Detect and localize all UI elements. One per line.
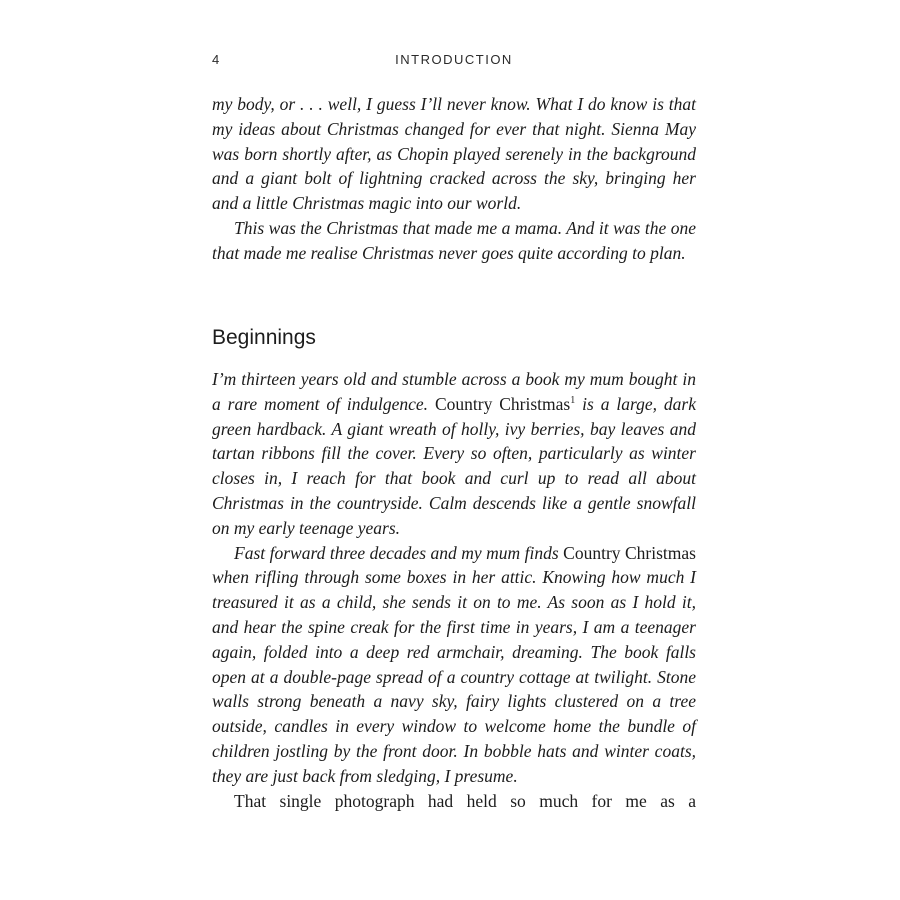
paragraph: [212, 367, 696, 541]
paragraph: That single photograph had held so much for me as a: [234, 790, 696, 811]
paragraph: [212, 541, 696, 789]
running-title: INTRODUCTION: [395, 52, 513, 67]
page-number: 4: [212, 52, 220, 67]
paragraph-text: Fast forward three decades and my mum finds: [234, 542, 564, 563]
opening-text: [212, 92, 696, 266]
paragraph-text: is a large, dark green hardback. A giant wreath of holly, ivy berries, bay leaves and tartan ribbons fill the cover. Every so often, particularly as winter closes in, I reach for that book and curl up to read all about Christmas in the countryside. Calm descends like a gentle snowfall on my early teenage years.: [212, 393, 696, 538]
footnote-marker[interactable]: 1: [570, 394, 576, 406]
paragraph: my body, or . . . well, I guess I’ll never know. What I do know is that my ideas about Christmas changed for ever that night. Sienna May was born shortly after, as Chopin played serenely in the background and a giant bolt of lightning cracked across the sky, bringing her and a little Christmas magic into our world.: [212, 94, 696, 214]
book-title: Country Christmas: [434, 393, 571, 414]
paragraph-text: when rifling through some boxes in her attic. Knowing how much I treasured it as a child, she sends it on to me. As soon as I hold it, and hear the spine creak for the first time in years, I am a teenager again, folded into a deep red armchair, dreaming. The book falls open at a double-page spread of a country cottage at twilight. Stone walls strong beneath a navy sky, fairy lights clustered on a tree outside, candles in every window to welcome home the bundle of children jostling by the front door. In bobble hats and winter coats, they are just back from sledging, I presume.: [212, 567, 696, 786]
section-heading: Beginnings: [212, 326, 316, 349]
section-text: [212, 367, 696, 813]
paragraph-text: I’m thirteen years old and stumble across a book my mum bought in a rare moment of indulgence.: [212, 369, 696, 414]
running-head: [212, 52, 696, 72]
paragraph: This was the Christmas that made me a mama. And it was the one that made me realise Christmas never goes quite according to plan.: [212, 217, 696, 263]
book-title: Country Christmas: [563, 542, 696, 563]
